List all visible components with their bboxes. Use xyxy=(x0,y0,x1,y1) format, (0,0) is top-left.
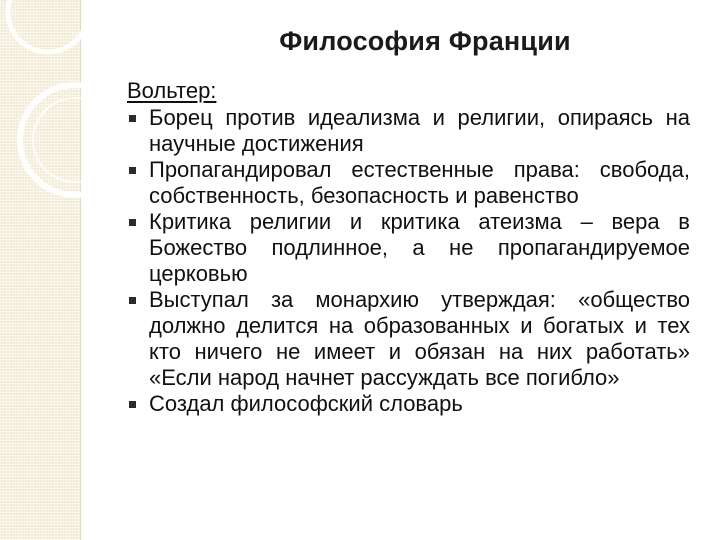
bullet-list xyxy=(127,105,690,417)
subtitle-voltaire: Вольтер: xyxy=(127,78,217,103)
square-bullet-icon xyxy=(129,219,136,226)
bullet-item xyxy=(127,391,690,417)
bullet-item xyxy=(127,105,690,157)
square-bullet-icon xyxy=(129,115,136,122)
bullet-text: Борец против идеализма и религии, опираясь на научные достижения xyxy=(149,105,690,156)
bullet-text: Пропагандировал естественные права: свобода, собственность, безопасность и равенство xyxy=(149,157,690,208)
slide-title: Философия Франции xyxy=(279,26,571,56)
square-bullet-icon xyxy=(129,401,136,408)
square-bullet-icon xyxy=(129,297,136,304)
decorative-side-band xyxy=(0,0,81,540)
bullet-text: Создал философский словарь xyxy=(149,391,463,416)
bullet-item xyxy=(127,287,690,391)
bullet-item xyxy=(127,157,690,209)
square-bullet-icon xyxy=(129,167,136,174)
bullet-item xyxy=(127,209,690,287)
bullet-text: Критика религии и критика атеизма – вера в Божество подлинное, а не пропагандируемое церковью xyxy=(149,209,690,286)
slide-content xyxy=(127,78,690,417)
bullet-text: Выступал за монархию утверждая: «общество должно делится на образованных и богатых и тех кто ничего не имеет и обязан на них работать» «Если народ начнет рассуждать все погибло» xyxy=(149,287,690,390)
